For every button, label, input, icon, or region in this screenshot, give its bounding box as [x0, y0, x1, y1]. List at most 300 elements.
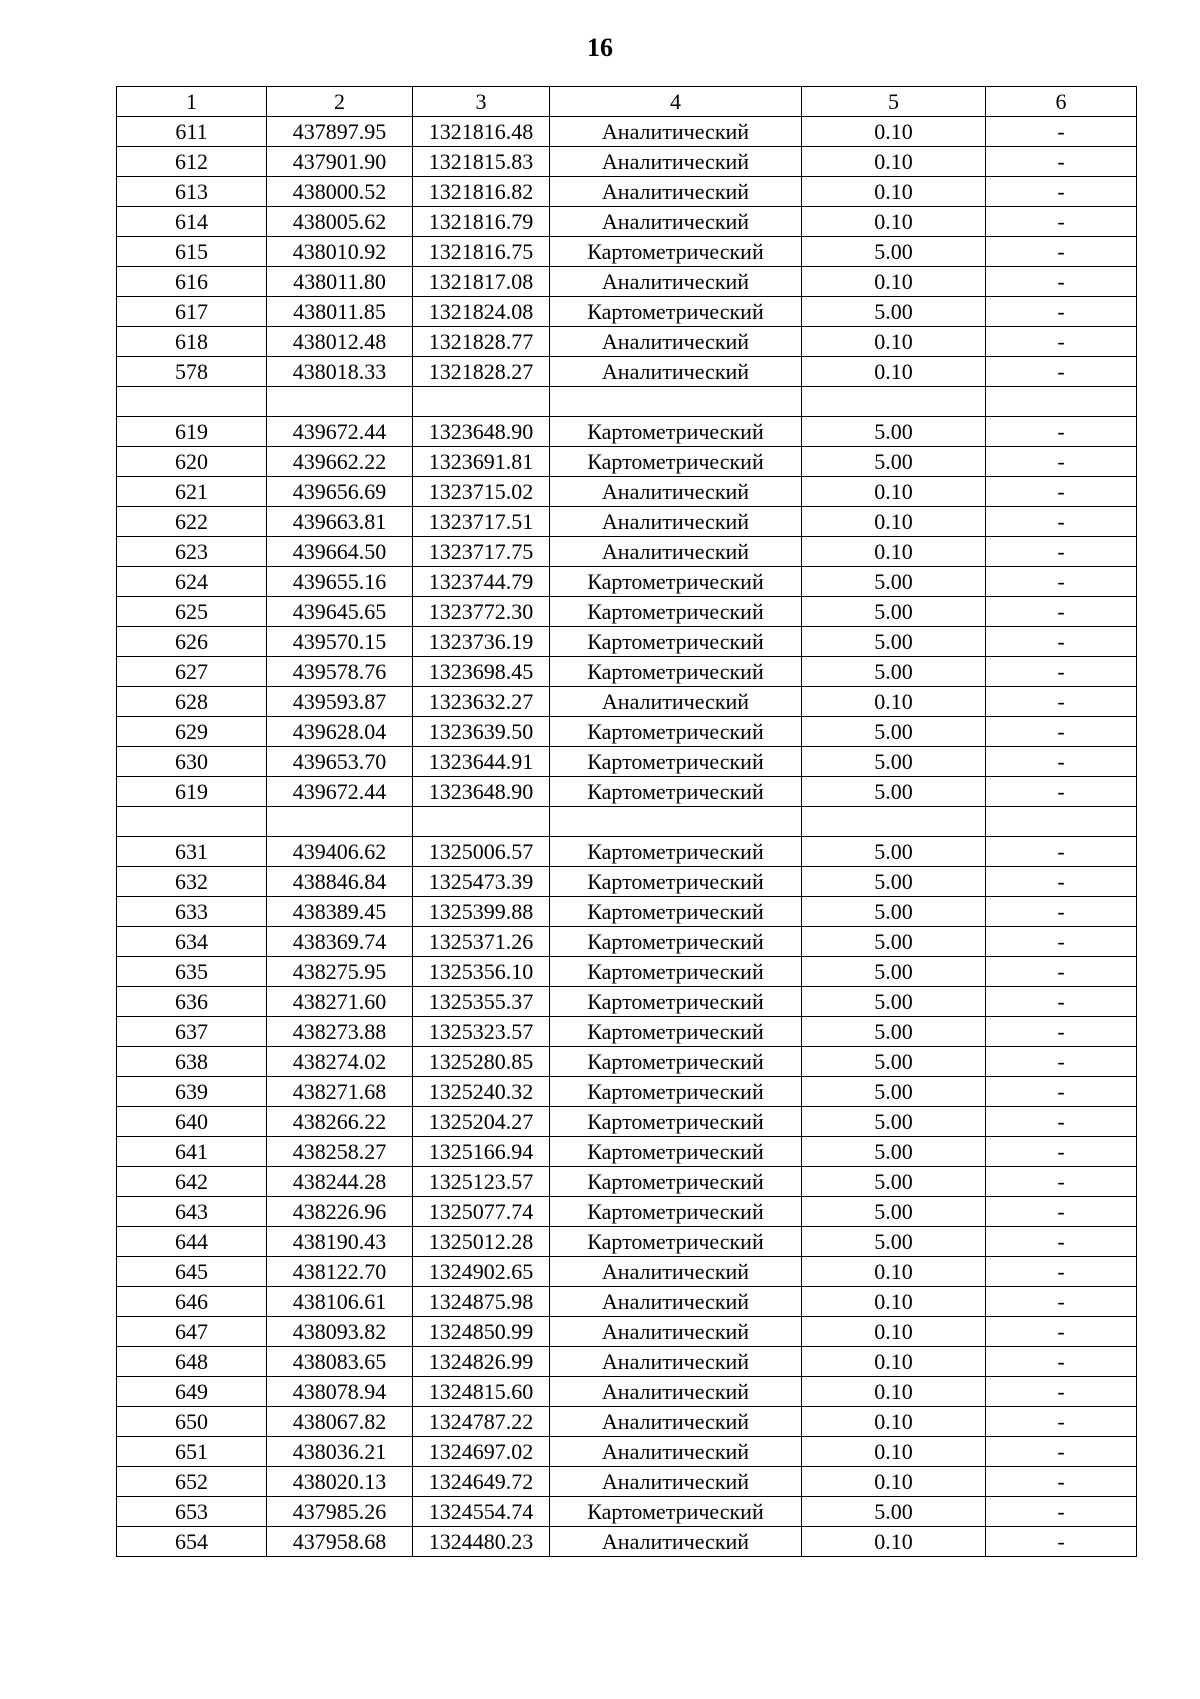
accuracy-cell: 0.10	[802, 147, 986, 177]
y-coordinate-cell: 1325323.57	[413, 1017, 550, 1047]
x-coordinate-cell: 437901.90	[267, 147, 413, 177]
method-cell: Картометрический	[550, 567, 802, 597]
y-coordinate-cell: 1325006.57	[413, 837, 550, 867]
method-cell: Аналитический	[550, 537, 802, 567]
point-number-cell: 638	[117, 1047, 267, 1077]
point-number-cell: 637	[117, 1017, 267, 1047]
coordinates-table	[116, 86, 1137, 1557]
accuracy-cell: 0.10	[802, 1437, 986, 1467]
x-coordinate-cell: 439655.16	[267, 567, 413, 597]
method-cell: Аналитический	[550, 327, 802, 357]
method-cell: Картометрический	[550, 1167, 802, 1197]
accuracy-cell	[802, 807, 986, 837]
x-coordinate-cell: 439664.50	[267, 537, 413, 567]
column-header: 4	[550, 87, 802, 117]
method-cell: Картометрический	[550, 1077, 802, 1107]
method-cell: Аналитический	[550, 687, 802, 717]
point-number-cell: 621	[117, 477, 267, 507]
note-cell: -	[986, 1527, 1137, 1557]
point-number-cell: 643	[117, 1197, 267, 1227]
table-row	[117, 147, 1137, 177]
note-cell: -	[986, 117, 1137, 147]
table-row	[117, 927, 1137, 957]
point-number-cell: 617	[117, 297, 267, 327]
x-coordinate-cell: 439663.81	[267, 507, 413, 537]
x-coordinate-cell: 438369.74	[267, 927, 413, 957]
table-row	[117, 237, 1137, 267]
method-cell: Картометрический	[550, 927, 802, 957]
y-coordinate-cell	[413, 807, 550, 837]
y-coordinate-cell: 1323717.75	[413, 537, 550, 567]
table-row	[117, 957, 1137, 987]
method-cell: Аналитический	[550, 1317, 802, 1347]
note-cell	[986, 807, 1137, 837]
x-coordinate-cell: 438258.27	[267, 1137, 413, 1167]
accuracy-cell: 0.10	[802, 477, 986, 507]
y-coordinate-cell: 1323639.50	[413, 717, 550, 747]
accuracy-cell: 5.00	[802, 957, 986, 987]
method-cell: Картометрический	[550, 1017, 802, 1047]
method-cell: Картометрический	[550, 957, 802, 987]
y-coordinate-cell: 1325355.37	[413, 987, 550, 1017]
y-coordinate-cell: 1321828.27	[413, 357, 550, 387]
point-number-cell: 624	[117, 567, 267, 597]
note-cell: -	[986, 477, 1137, 507]
x-coordinate-cell: 439593.87	[267, 687, 413, 717]
point-number-cell: 650	[117, 1407, 267, 1437]
accuracy-cell: 0.10	[802, 1527, 986, 1557]
method-cell: Картометрический	[550, 297, 802, 327]
point-number-cell: 644	[117, 1227, 267, 1257]
method-cell: Аналитический	[550, 357, 802, 387]
method-cell	[550, 387, 802, 417]
accuracy-cell: 5.00	[802, 417, 986, 447]
method-cell: Картометрический	[550, 1197, 802, 1227]
method-cell: Аналитический	[550, 117, 802, 147]
point-number-cell: 635	[117, 957, 267, 987]
point-number-cell: 641	[117, 1137, 267, 1167]
note-cell	[986, 387, 1137, 417]
spacer-row	[117, 807, 1137, 837]
point-number-cell: 639	[117, 1077, 267, 1107]
point-number-cell: 615	[117, 237, 267, 267]
method-cell: Аналитический	[550, 1467, 802, 1497]
accuracy-cell: 0.10	[802, 1467, 986, 1497]
method-cell: Аналитический	[550, 507, 802, 537]
note-cell: -	[986, 867, 1137, 897]
point-number-cell: 647	[117, 1317, 267, 1347]
x-coordinate-cell: 438093.82	[267, 1317, 413, 1347]
note-cell: -	[986, 627, 1137, 657]
x-coordinate-cell: 438011.85	[267, 297, 413, 327]
y-coordinate-cell: 1321816.75	[413, 237, 550, 267]
point-number-cell: 653	[117, 1497, 267, 1527]
note-cell: -	[986, 1257, 1137, 1287]
accuracy-cell: 5.00	[802, 627, 986, 657]
y-coordinate-cell: 1323691.81	[413, 447, 550, 477]
x-coordinate-cell: 438273.88	[267, 1017, 413, 1047]
y-coordinate-cell: 1321828.77	[413, 327, 550, 357]
table-row	[117, 297, 1137, 327]
method-cell: Картометрический	[550, 777, 802, 807]
note-cell: -	[986, 357, 1137, 387]
x-coordinate-cell: 439578.76	[267, 657, 413, 687]
method-cell: Картометрический	[550, 417, 802, 447]
x-coordinate-cell: 438005.62	[267, 207, 413, 237]
y-coordinate-cell: 1323717.51	[413, 507, 550, 537]
point-number-cell: 620	[117, 447, 267, 477]
method-cell: Аналитический	[550, 1257, 802, 1287]
y-coordinate-cell: 1321815.83	[413, 147, 550, 177]
accuracy-cell: 0.10	[802, 1287, 986, 1317]
accuracy-cell: 5.00	[802, 1167, 986, 1197]
y-coordinate-cell: 1325204.27	[413, 1107, 550, 1137]
x-coordinate-cell	[267, 807, 413, 837]
x-coordinate-cell: 438271.60	[267, 987, 413, 1017]
y-coordinate-cell: 1325371.26	[413, 927, 550, 957]
x-coordinate-cell: 439662.22	[267, 447, 413, 477]
note-cell: -	[986, 1287, 1137, 1317]
table-row	[117, 1527, 1137, 1557]
x-coordinate-cell	[267, 387, 413, 417]
method-cell: Аналитический	[550, 1377, 802, 1407]
table-row	[117, 717, 1137, 747]
x-coordinate-cell: 438226.96	[267, 1197, 413, 1227]
table-row	[117, 207, 1137, 237]
point-number-cell: 642	[117, 1167, 267, 1197]
accuracy-cell: 5.00	[802, 717, 986, 747]
note-cell: -	[986, 237, 1137, 267]
accuracy-cell: 0.10	[802, 1407, 986, 1437]
table-row	[117, 1287, 1137, 1317]
method-cell: Картометрический	[550, 897, 802, 927]
note-cell: -	[986, 837, 1137, 867]
note-cell: -	[986, 1137, 1137, 1167]
accuracy-cell: 0.10	[802, 1377, 986, 1407]
method-cell: Картометрический	[550, 1227, 802, 1257]
accuracy-cell: 0.10	[802, 177, 986, 207]
point-number-cell: 578	[117, 357, 267, 387]
table-row	[117, 687, 1137, 717]
method-cell: Аналитический	[550, 1527, 802, 1557]
accuracy-cell: 0.10	[802, 1317, 986, 1347]
x-coordinate-cell: 439570.15	[267, 627, 413, 657]
note-cell: -	[986, 897, 1137, 927]
y-coordinate-cell: 1325123.57	[413, 1167, 550, 1197]
point-number-cell: 616	[117, 267, 267, 297]
x-coordinate-cell: 438122.70	[267, 1257, 413, 1287]
note-cell: -	[986, 1197, 1137, 1227]
note-cell: -	[986, 1317, 1137, 1347]
table-row	[117, 477, 1137, 507]
method-cell: Картометрический	[550, 717, 802, 747]
table-row	[117, 867, 1137, 897]
table-row	[117, 1077, 1137, 1107]
point-number-cell: 614	[117, 207, 267, 237]
y-coordinate-cell: 1321816.48	[413, 117, 550, 147]
table-row	[117, 177, 1137, 207]
point-number-cell: 623	[117, 537, 267, 567]
y-coordinate-cell: 1323715.02	[413, 477, 550, 507]
x-coordinate-cell: 438846.84	[267, 867, 413, 897]
note-cell: -	[986, 1077, 1137, 1107]
y-coordinate-cell: 1325240.32	[413, 1077, 550, 1107]
accuracy-cell: 5.00	[802, 447, 986, 477]
x-coordinate-cell: 438000.52	[267, 177, 413, 207]
point-number-cell: 627	[117, 657, 267, 687]
accuracy-cell: 5.00	[802, 1077, 986, 1107]
column-header: 3	[413, 87, 550, 117]
point-number-cell	[117, 387, 267, 417]
method-cell: Картометрический	[550, 597, 802, 627]
method-cell: Аналитический	[550, 207, 802, 237]
accuracy-cell: 5.00	[802, 1227, 986, 1257]
accuracy-cell: 0.10	[802, 1347, 986, 1377]
table-row	[117, 357, 1137, 387]
column-header: 2	[267, 87, 413, 117]
point-number-cell: 619	[117, 417, 267, 447]
y-coordinate-cell: 1323744.79	[413, 567, 550, 597]
table-row	[117, 1257, 1137, 1287]
note-cell: -	[986, 1437, 1137, 1467]
column-header: 5	[802, 87, 986, 117]
point-number-cell: 628	[117, 687, 267, 717]
y-coordinate-cell: 1323644.91	[413, 747, 550, 777]
accuracy-cell: 0.10	[802, 207, 986, 237]
x-coordinate-cell: 438274.02	[267, 1047, 413, 1077]
table-row	[117, 1047, 1137, 1077]
accuracy-cell: 5.00	[802, 1047, 986, 1077]
table-row	[117, 117, 1137, 147]
point-number-cell: 654	[117, 1527, 267, 1557]
point-number-cell: 648	[117, 1347, 267, 1377]
accuracy-cell: 5.00	[802, 567, 986, 597]
x-coordinate-cell: 438106.61	[267, 1287, 413, 1317]
accuracy-cell: 5.00	[802, 867, 986, 897]
note-cell: -	[986, 717, 1137, 747]
method-cell: Картометрический	[550, 447, 802, 477]
note-cell: -	[986, 987, 1137, 1017]
note-cell: -	[986, 507, 1137, 537]
x-coordinate-cell: 438012.48	[267, 327, 413, 357]
accuracy-cell: 5.00	[802, 297, 986, 327]
note-cell: -	[986, 327, 1137, 357]
point-number-cell: 629	[117, 717, 267, 747]
table-row	[117, 1437, 1137, 1467]
accuracy-cell: 5.00	[802, 897, 986, 927]
y-coordinate-cell: 1324787.22	[413, 1407, 550, 1437]
accuracy-cell: 0.10	[802, 267, 986, 297]
method-cell: Картометрический	[550, 657, 802, 687]
point-number-cell: 612	[117, 147, 267, 177]
note-cell: -	[986, 1497, 1137, 1527]
x-coordinate-cell: 438010.92	[267, 237, 413, 267]
y-coordinate-cell: 1323632.27	[413, 687, 550, 717]
table-row	[117, 1167, 1137, 1197]
x-coordinate-cell: 439672.44	[267, 777, 413, 807]
note-cell: -	[986, 447, 1137, 477]
point-number-cell: 630	[117, 747, 267, 777]
y-coordinate-cell: 1325280.85	[413, 1047, 550, 1077]
y-coordinate-cell: 1325077.74	[413, 1197, 550, 1227]
accuracy-cell: 0.10	[802, 327, 986, 357]
table-row	[117, 627, 1137, 657]
table-row	[117, 1407, 1137, 1437]
note-cell: -	[986, 567, 1137, 597]
note-cell: -	[986, 207, 1137, 237]
y-coordinate-cell: 1323736.19	[413, 627, 550, 657]
table-row	[117, 1137, 1137, 1167]
point-number-cell: 633	[117, 897, 267, 927]
note-cell: -	[986, 1227, 1137, 1257]
accuracy-cell: 5.00	[802, 1137, 986, 1167]
accuracy-cell: 0.10	[802, 117, 986, 147]
note-cell: -	[986, 597, 1137, 627]
x-coordinate-cell: 438389.45	[267, 897, 413, 927]
accuracy-cell: 0.10	[802, 687, 986, 717]
x-coordinate-cell: 438275.95	[267, 957, 413, 987]
y-coordinate-cell: 1324815.60	[413, 1377, 550, 1407]
y-coordinate-cell: 1323698.45	[413, 657, 550, 687]
y-coordinate-cell: 1324875.98	[413, 1287, 550, 1317]
method-cell: Картометрический	[550, 1107, 802, 1137]
table-row	[117, 1227, 1137, 1257]
note-cell: -	[986, 1047, 1137, 1077]
point-number-cell: 631	[117, 837, 267, 867]
table-row	[117, 537, 1137, 567]
point-number-cell: 636	[117, 987, 267, 1017]
spacer-row	[117, 387, 1137, 417]
note-cell: -	[986, 1167, 1137, 1197]
point-number-cell: 651	[117, 1437, 267, 1467]
note-cell: -	[986, 747, 1137, 777]
x-coordinate-cell: 438036.21	[267, 1437, 413, 1467]
method-cell	[550, 807, 802, 837]
table-row	[117, 327, 1137, 357]
x-coordinate-cell: 437958.68	[267, 1527, 413, 1557]
accuracy-cell	[802, 387, 986, 417]
point-number-cell: 611	[117, 117, 267, 147]
accuracy-cell: 5.00	[802, 237, 986, 267]
accuracy-cell: 5.00	[802, 1107, 986, 1137]
note-cell: -	[986, 267, 1137, 297]
point-number-cell: 646	[117, 1287, 267, 1317]
y-coordinate-cell: 1323648.90	[413, 777, 550, 807]
accuracy-cell: 0.10	[802, 507, 986, 537]
x-coordinate-cell: 437985.26	[267, 1497, 413, 1527]
note-cell: -	[986, 1347, 1137, 1377]
point-number-cell: 640	[117, 1107, 267, 1137]
x-coordinate-cell: 438190.43	[267, 1227, 413, 1257]
x-coordinate-cell: 437897.95	[267, 117, 413, 147]
y-coordinate-cell: 1325012.28	[413, 1227, 550, 1257]
y-coordinate-cell: 1324649.72	[413, 1467, 550, 1497]
table-row	[117, 1347, 1137, 1377]
point-number-cell: 618	[117, 327, 267, 357]
x-coordinate-cell: 438018.33	[267, 357, 413, 387]
y-coordinate-cell: 1321824.08	[413, 297, 550, 327]
note-cell: -	[986, 537, 1137, 567]
x-coordinate-cell: 438067.82	[267, 1407, 413, 1437]
accuracy-cell: 5.00	[802, 747, 986, 777]
header-row	[117, 87, 1137, 117]
page-number: 16	[587, 33, 613, 62]
y-coordinate-cell: 1321816.82	[413, 177, 550, 207]
accuracy-cell: 5.00	[802, 1197, 986, 1227]
x-coordinate-cell: 439653.70	[267, 747, 413, 777]
y-coordinate-cell: 1324697.02	[413, 1437, 550, 1467]
note-cell: -	[986, 1107, 1137, 1137]
accuracy-cell: 0.10	[802, 357, 986, 387]
y-coordinate-cell: 1325473.39	[413, 867, 550, 897]
point-number-cell: 622	[117, 507, 267, 537]
method-cell: Аналитический	[550, 477, 802, 507]
table-row	[117, 1377, 1137, 1407]
y-coordinate-cell	[413, 387, 550, 417]
method-cell: Картометрический	[550, 237, 802, 267]
table-row	[117, 1467, 1137, 1497]
y-coordinate-cell: 1325166.94	[413, 1137, 550, 1167]
note-cell: -	[986, 927, 1137, 957]
method-cell: Аналитический	[550, 1437, 802, 1467]
method-cell: Аналитический	[550, 267, 802, 297]
table-row	[117, 417, 1137, 447]
x-coordinate-cell: 438078.94	[267, 1377, 413, 1407]
table-row	[117, 897, 1137, 927]
method-cell: Картометрический	[550, 627, 802, 657]
x-coordinate-cell: 438011.80	[267, 267, 413, 297]
y-coordinate-cell: 1323772.30	[413, 597, 550, 627]
method-cell: Картометрический	[550, 1497, 802, 1527]
table-body	[117, 87, 1137, 1557]
x-coordinate-cell: 438244.28	[267, 1167, 413, 1197]
x-coordinate-cell: 438271.68	[267, 1077, 413, 1107]
point-number-cell: 619	[117, 777, 267, 807]
table-row	[117, 777, 1137, 807]
note-cell: -	[986, 417, 1137, 447]
method-cell: Аналитический	[550, 177, 802, 207]
point-number-cell: 626	[117, 627, 267, 657]
y-coordinate-cell: 1325356.10	[413, 957, 550, 987]
table-row	[117, 987, 1137, 1017]
accuracy-cell: 0.10	[802, 537, 986, 567]
method-cell: Картометрический	[550, 987, 802, 1017]
method-cell: Аналитический	[550, 1347, 802, 1377]
note-cell: -	[986, 147, 1137, 177]
method-cell: Картометрический	[550, 837, 802, 867]
y-coordinate-cell: 1321816.79	[413, 207, 550, 237]
note-cell: -	[986, 1377, 1137, 1407]
note-cell: -	[986, 1017, 1137, 1047]
method-cell: Картометрический	[550, 867, 802, 897]
table-row	[117, 507, 1137, 537]
x-coordinate-cell: 438020.13	[267, 1467, 413, 1497]
note-cell: -	[986, 1407, 1137, 1437]
y-coordinate-cell: 1325399.88	[413, 897, 550, 927]
table-row	[117, 837, 1137, 867]
y-coordinate-cell: 1321817.08	[413, 267, 550, 297]
accuracy-cell: 5.00	[802, 927, 986, 957]
x-coordinate-cell: 439645.65	[267, 597, 413, 627]
method-cell: Картометрический	[550, 1137, 802, 1167]
y-coordinate-cell: 1324902.65	[413, 1257, 550, 1287]
table-row	[117, 1107, 1137, 1137]
method-cell: Аналитический	[550, 147, 802, 177]
point-number-cell: 652	[117, 1467, 267, 1497]
accuracy-cell: 5.00	[802, 657, 986, 687]
table-row	[117, 657, 1137, 687]
x-coordinate-cell: 438083.65	[267, 1347, 413, 1377]
